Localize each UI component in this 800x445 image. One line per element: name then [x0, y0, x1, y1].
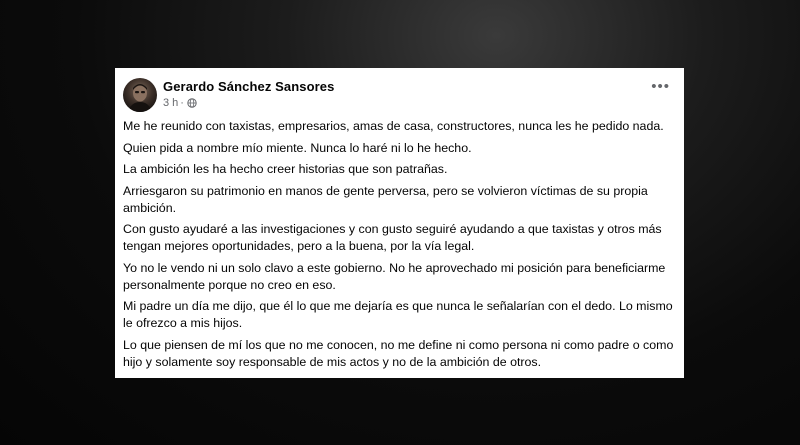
post-time[interactable]: 3 h — [163, 97, 179, 109]
post-body — [123, 118, 675, 375]
post-header — [115, 68, 684, 116]
post-meta — [163, 97, 197, 109]
author-name[interactable]: Gerardo Sánchez Sansores — [163, 79, 335, 94]
author-avatar[interactable] — [123, 78, 157, 112]
post-paragraph: Arriesgaron su patrimonio en manos de gente perversa, pero se volvieron víctimas de su propia ambición. — [123, 183, 648, 215]
post-paragraph: Me he reunido con taxistas, empresarios, amas de casa, constructores, nunca les he pedido nada. — [123, 119, 664, 133]
post-paragraph: Mi padre un día me dijo, que él lo que me dejaría es que nunca le señalarían con el dedo. Lo mismo le ofrezco a mis hijos. — [123, 299, 673, 330]
post-paragraph: Quien pida a nombre mío miente. Nunca lo haré ni lo he hecho. — [123, 140, 472, 155]
post-card — [115, 68, 684, 378]
meta-separator: · — [180, 97, 184, 109]
post-paragraph: Lo que piensen de mí los que no me conocen, no me define ni como persona ni como padre o como hijo y solamente soy responsable de mis actos y no de la ambición de otros. — [123, 337, 674, 369]
more-options-icon[interactable]: ••• — [651, 78, 670, 95]
globe-icon — [187, 98, 197, 108]
post-paragraph: Con gusto ayudaré a las investigaciones y con gusto seguiré ayudando a que taxistas y otros más tengan mejores oportunidades, pero a la buena, por la vía legal. — [123, 222, 662, 253]
post-paragraph: La ambición les ha hecho creer historias que son patrañas. — [123, 162, 448, 176]
avatar-portrait-icon — [123, 78, 157, 112]
post-paragraph: Yo no le vendo ni un solo clavo a este gobierno. No he aprovechado mi posición para beneficiarme personalmente porque no creo en eso. — [123, 260, 666, 292]
